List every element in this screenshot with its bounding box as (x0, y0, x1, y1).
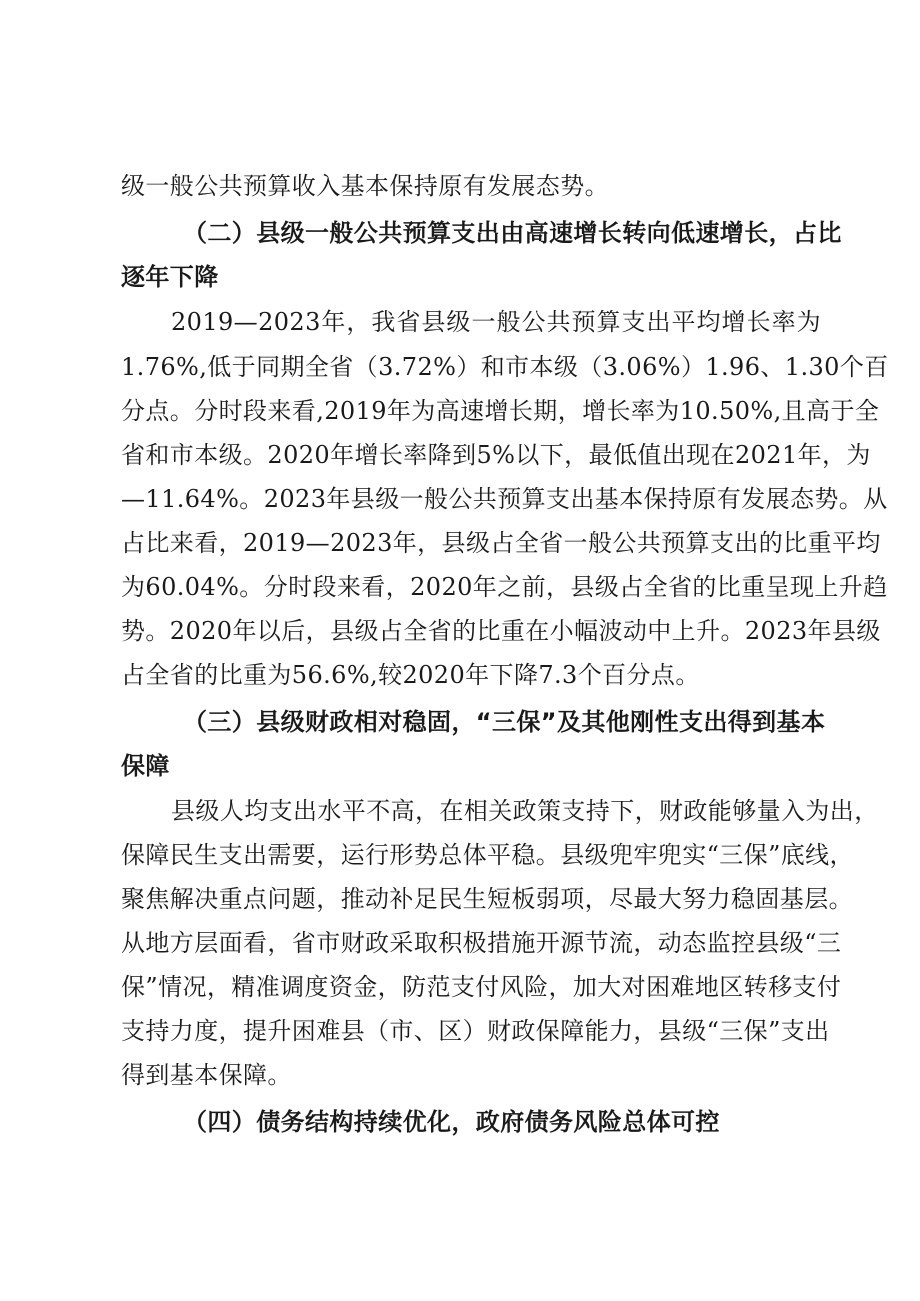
body-text-line: 势。2020年以后，县级占全省的比重在小幅波动中上升。2023年县级 (121, 617, 881, 645)
body-text-line: 得到基本保障。 (121, 1061, 292, 1089)
section-heading-2: （二）县级一般公共预算支出由高速增长转向低速增长，占比 (183, 219, 842, 247)
body-text-line: 县级人均支出水平不高，在相关政策支持下，财政能够量入为出， (171, 797, 879, 825)
body-text-line: 从地方层面看，省市财政采取积极措施开源节流，动态监控县级“三 (121, 929, 842, 957)
body-text-line: 保障民生支出需要，运行形势总体平稳。县级兜牢兜实“三保”底线， (121, 841, 854, 869)
body-text-line: 保”情况，精准调度资金，防范支付风险，加大对困难地区转移支付 (121, 973, 842, 1001)
section-heading-3-cont: 保障 (121, 752, 170, 780)
body-text-line: 1.76%,低于同期全省（3.72%）和市本级（3.06%）1.96、1.30个百 (121, 353, 889, 381)
body-text-line: 2019—2023年，我省县级一般公共预算支出平均增长率为 (171, 308, 821, 336)
section-heading-3: （三）县级财政相对稳固，“三保”及其他刚性支出得到基本 (183, 708, 826, 736)
section-heading-4: （四）债务结构持续优化，政府债务风险总体可控 (183, 1108, 720, 1136)
body-text-line: 聚焦解决重点问题，推动补足民生短板弱项，尽最大努力稳固基层。 (121, 885, 853, 913)
body-text-line: —11.64%。2023年县级一般公共预算支出基本保持原有发展态势。从 (121, 485, 888, 513)
body-text-line: 占比来看，2019—2023年，县级占全省一般公共预算支出的比重平均 (121, 529, 881, 557)
body-text-line: 省和市本级。2020年增长率降到5%以下，最低值出现在2021年，为 (121, 441, 871, 469)
body-text-line: 支持力度，提升困难县（市、区）财政保障能力，县级“三保”支出 (121, 1017, 830, 1045)
section-heading-2-cont: 逐年下降 (121, 263, 219, 291)
body-text-line: 占全省的比重为56.6%,较2020年下降7.3个百分点。 (121, 661, 700, 689)
body-text-line: 为60.04%。分时段来看，2020年之前，县级占全省的比重呈现上升趋 (121, 573, 888, 601)
body-text-line: 分点。分时段来看,2019年为高速增长期，增长率为10.50%,且高于全 (121, 397, 880, 425)
body-text-line: 级一般公共预算收入基本保持原有发展态势。 (121, 172, 609, 200)
